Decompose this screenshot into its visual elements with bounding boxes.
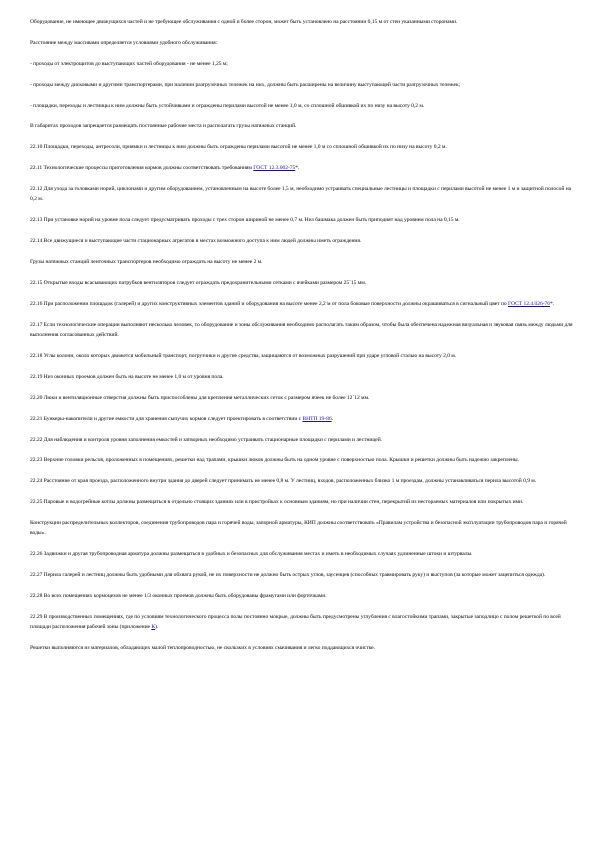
paragraph [30,372,575,382]
paragraph [30,435,575,445]
paragraph [30,163,575,173]
paragraph [30,549,575,559]
paragraph-text: Оборудование, не имеющее движущихся частей и не требующее обслуживания с одной и более сторон, может быть установлено на расстоянии 0,15 м от стен указанными сторонами. [30,19,458,25]
paragraph [30,591,575,601]
paragraph [30,351,575,361]
paragraph-text: 22.25 Паровые и водогрейные котлы должны размещаться в отдельно стоящих зданиях или в пристройках к основным зданиям, но при наличии стен, перекрытий из несгораемых материалов или покрытых ими. [30,499,524,506]
paragraph [30,121,575,131]
paragraph-text: - площадки, переходы и лестницы к ним должны быть устойчивыми и ограждены перилами высотой не менее 1,0 м, со сплошной обшивкой их по низу на высоту 0,2 м. [30,102,425,109]
paragraph-text: Грузы натяжных станций ленточных транспортеров необходимо ограждать на высоту не менее 2 м. [30,259,263,266]
document-link[interactable]: ГОСТ 12.4.026-76 [508,300,550,307]
document-link[interactable]: ГОСТ 12.3.002-75 [253,165,296,172]
paragraph [30,643,575,653]
paragraph [30,101,575,111]
document-link[interactable]: ВНТП 19-86 [302,415,332,422]
paragraph-text: 22.20 Люки и вентиляционные отверстия должны быть приспособлены для крепления металлических сеток с размером ячеек не более 12´12 мм. [30,394,370,401]
paragraph [30,497,575,507]
paragraph [30,184,575,205]
paragraph-text: 22.15 Открытые входы всасывающих патрубков вентиляторов следует ограждать предохранительными сетками с ячейками размером 25´15 мм. [30,279,367,286]
paragraph-text: 22.16 При расположении площадок (галерей) и других конструктивных элементов зданий и оборудования на высоте менее 2,2 м от пола боковые поверхности должны окрашиваться в сигнальный цвет по [30,300,509,307]
paragraph-tail: ). [155,624,159,631]
paragraph [30,215,575,225]
paragraph-tail: *. [295,165,300,172]
paragraph-text: - проходы от электрощитов до выступающих частей оборудования - не менее 1,25 м; [30,60,228,67]
paragraph [30,236,575,246]
paragraph-text: Решетки выполняются из материалов, обладающих малой теплопроводностью, не скользких в условиях смачивания и легко поддающихся очистке. [30,645,375,652]
paragraph [30,320,575,341]
paragraph-text: 22.28 Во всех помещениях кормоцехов не менее 1/3 оконных проемов должны быть оборудованы фрамугами или форточками. [30,593,327,600]
paragraph-text: - проходы между дисковыми и другими транспортерами, при наличии разгрузочных тележек на них, должны быть расширены на величину выступающей части разгрузочных тележек; [30,81,461,88]
paragraph-text: 22.23 Верхние головки рельсов, проложенных в помещениях, решетки над трапами, крышки люков должны быть на одном уровне с поверхностью пола. Крышки и решетки должны быть надежно закреплены. [30,457,519,464]
paragraph-tail: . [331,415,333,422]
paragraph-text: 22.10 Площадки, переходы, антресоли, приямки и лестницы к ним должны быть ограждены перилами высотой не менее 1,0 м со сплошной обшивкой их по низу на высоту 0,2 м. [30,144,447,151]
paragraph-text: 22.24 Расстояние от края проезда, расположенного внутри здания до дверей следует принимать не менее 0,8 м. У лестниц, входов, расположенных близко 1 м проездам, должны устанавливаться перила высотой 0,9 м. [30,478,537,485]
paragraph [30,257,575,267]
paragraph [30,299,575,309]
paragraph-text: 22.14 Все движущиеся и выступающие части стационарных агрегатов в местах возможного доступа к ним людей должны иметь ограждения. [30,238,362,245]
paragraph [30,142,575,152]
paragraph [30,38,575,48]
paragraph-text: 22.29 В производственных помещениях, где по условиям технологического процесса полы постоянно мокрые, должны быть предусмотрены углубления с влагостойкими трапами, закрытые заподлицо с полом решеткой по всей площади расположения рабочей зоны (приложение [30,613,561,631]
paragraph [30,518,575,539]
paragraph-text: 22.19 Низ оконных проемов должен быть на высоте не менее 1,0 м от уровня пола. [30,373,224,380]
paragraph-text: 22.11 Технологические процессы приготовления кормов должны соответствовать требованиям [30,165,254,172]
paragraph-text: 22.13 При установке норий на уровне пола следует предусматривать проходы с трех сторон шириной не менее 0,7 м. Низ башмака должен быть приподнят над уровнем пола на 0,15 м. [30,217,460,224]
paragraph-text: 22.27 Перила галерей и лестниц должны быть удобными для обхвата рукой, не их поверхности не должно быть острых углов, заусенцев (способных травмировать руку) и выступов (за которые может зацепиться одежда). [30,572,546,579]
paragraph-text: 22.18 Углы колонн, около которых движется мобильный транспорт, погрузчики и другие средства, защищаются от возможных разрушений при ударе угловой сталью на высоту 2,0 м. [30,352,457,359]
paragraph-text: 22.21 Бункеры-накопители и другие емкости для хранения сыпучих кормов следует проектировать в соответствии с [30,415,303,422]
document-link[interactable]: К [151,624,155,631]
paragraph-text: Расстояние между массивами определяется условиями удобного обслуживания: [30,39,218,46]
paragraph [30,278,575,288]
paragraph [30,414,575,424]
paragraph-text: 22.17 Если технологические операции выполняют несколько человек, то оборудование и зоны обслуживания необходимо располагать таким образом, чтобы была обеспечена надежная визуальная и звуковая связь между людьми для выполнения согласованных действий. [30,321,573,339]
paragraph [30,612,575,633]
paragraph-text: 22.26 Задвижки и другая трубопроводная арматура должны размещаться в удобных и безопасных для обслуживания местах и иметь в необходимых случаях удлиненные штоки и штурвалы. [30,551,473,558]
paragraph [30,570,575,580]
paragraph [30,476,575,486]
paragraph-tail: *. [550,300,555,307]
paragraph [30,455,575,465]
paragraph [30,17,575,27]
paragraph [30,80,575,90]
paragraph-text: 22.12 Для ухода за головками норий, циклонами и другим оборудованием, установленным на высоте более 1,5 м, необходимо устраивать специальные лестницы и площадки с перилами высотой не менее 1 м и защитной полосой на 0,2 м. [30,186,572,203]
paragraph-text: В габаритах проходов запрещается размещать постоянные рабочие места и располагать грузы натяжных станций. [30,123,297,130]
paragraph-text: 22.22 Для наблюдения и контроля уровня заполнения емкостей и затворных необходимо устраивать стационарные площадки с перилами и лестницей. [30,436,383,443]
paragraph [30,59,575,69]
paragraph-text: Конструкции распределительных коллекторов, соединения трубопроводов пара и горячей воды, запорной арматуры, КИП должны соответствовать «Правилам устройства и безопасной эксплуатации трубопроводов пара и горячей воды». [30,520,567,537]
paragraph [30,393,575,403]
